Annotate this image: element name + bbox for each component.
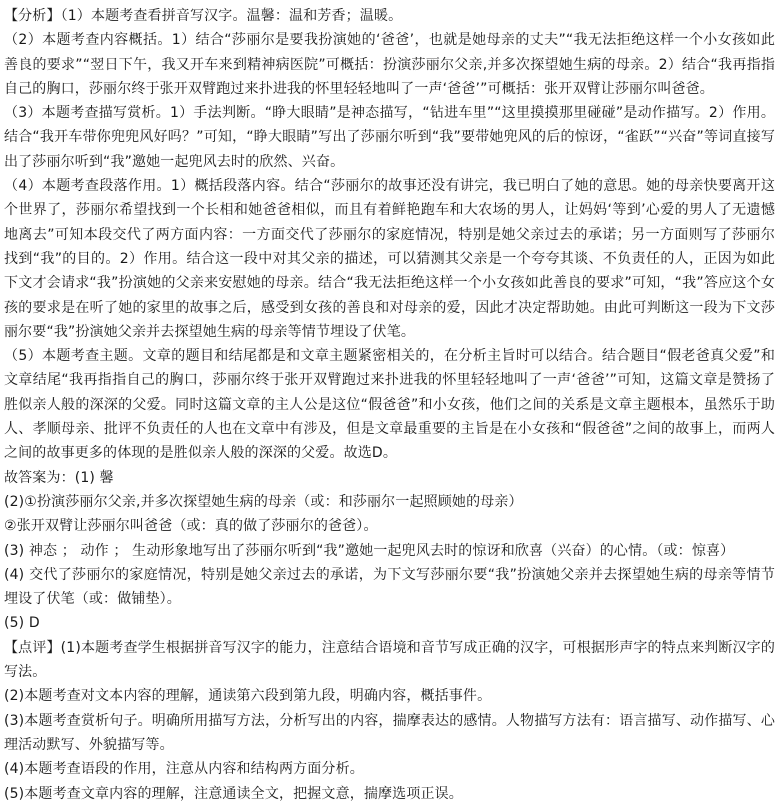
answer-part-2a: (2)①扮演莎丽尔父亲,并多次探望她生病的母亲（或：和莎丽尔一起照顾她的母亲）: [4, 493, 523, 510]
analysis-part-4-paragraph: （4）本题考查段落作用。1）概括段落内容。结合“莎丽尔的故事还没有讲完，我已明白了她的意思。她的母亲快要离开这个世界了，莎丽尔希望找到一个长相和她爸爸相似，而且有着鲜艳跑车和大农场的男人，让妈妈‘等到’心爱的男人了无遗憾地离去”可知本段交代了两方面内容：一方面交代了莎丽尔的家庭情况，特别是她父亲过去的承诺；另一方面则写了莎丽尔找到“我”的目的。2）作用。结合这一段中对其父亲的描述，可以猜测其父亲是一个夸夸其谈、不负责任的人，正因为如此下文才会请求“我”扮演她的父亲来安慰她的母亲。结合“我无法拒绝这样一个小女孩如此善良的要求”可知，“我”答应这个女孩的要求是在听了她的家里的故事之后，感受到女孩的善良和对母亲的爱，因此才决定帮助她。由此可判断这一段为下文莎丽尔要“我”扮演她父亲并去探望她生病的母亲等情节埋设了伏笔。: [4, 178, 775, 340]
answer-part-5: (5) D: [4, 615, 40, 632]
analysis-part-3-paragraph: （3）本题考查描写赏析。1）手法判断。“睁大眼睛”是神态描写，“钻进车里”“这里摸摸那里碰碰”是动作描写。2）作用。结合“我开车带你兜兜风好吗？”可知，“睁大眼睛”写出了莎丽尔听到“我”要带她兜风的后的惊讶，“雀跃”“兴奋”等词直接写出了莎丽尔听到“我”邀她一起兜风去时的欣然、兴奋。: [4, 105, 775, 170]
answer-part-1: 故答案为：(1) 馨: [4, 469, 114, 486]
analysis-part-5-paragraph: （5）本题考查主题。文章的题目和结尾都是和文章主题紧密相关的，在分析主旨时可以结合。结合题目“假老爸真父爱”和文章结尾“我再指指自己的胸口，莎丽尔终于张开双臂跑过来扑进我的怀里轻轻地叫了一声‘爸爸’”可知，这篇文章是赞扬了胜似亲人般的深深的父爱。同时这篇文章的主人公是这位“假爸爸”和小女孩，他们之间的关系是文章主题根本，虽然乐于助人、孝顺母亲、批评不负责任的人也在文章中有涉及，但是文章最重要的主旨是在小女孩和“假爸爸”之间的故事上，而两人之间的故事更多的体现的是胜似亲人般的深深的父爱。故选D。: [4, 348, 775, 462]
comment-part-5: (5)本题考查文章内容的理解，注意通读全文，把握文意，揣摩选项正误。: [4, 785, 463, 802]
answer-part-2b: ②张开双臂让莎丽尔叫爸爸（或：真的做了莎丽尔的爸爸）。: [4, 518, 378, 535]
answer-part-3: (3) 神态 ； 动作 ； 生动形象地写出了莎丽尔听到“我”邀她一起兜风去时的惊讶和欣喜（兴奋）的心情。（或：惊喜）: [4, 542, 735, 559]
analysis-heading-paragraph: 【分析】（1）本题考查看拼音写汉字。温馨：温和芳香；温暖。: [4, 8, 403, 24]
analysis-part-2-paragraph: （2）本题考查内容概括。1）结合“莎丽尔是要我扮演她的‘爸爸’，也就是她母亲的丈夫”“我无法拒绝这样一个小女孩如此善良的要求”“翌日下午，我又开车来到精神病医院”可概括：扮演莎丽尔父亲,并多次探望她生病的母亲。2）结合“我再指指自己的胸口，莎丽尔终于张开双臂跑过来扑进我的怀里轻轻地叫了一声‘爸爸’”可概括：张开双臂让莎丽尔叫爸爸。: [4, 32, 775, 97]
answer-part-4: (4) 交代了莎丽尔的家庭情况，特别是她父亲过去的承诺，为下文写莎丽尔要“我”扮演她父亲并去探望她生病的母亲等情节埋设了伏笔（或：做铺垫）。: [4, 566, 775, 608]
comment-part-2: (2)本题考查对文本内容的理解，通读第六段到第九段，明确内容，概括事件。: [4, 688, 492, 705]
comment-part-3: (3)本题考查赏析句子。明确所用描写方法，分析写出的内容，揣摩表达的感情。人物描写方法有：语言描写、动作描写、心理活动默写、外貌描写等。: [4, 712, 775, 753]
comment-part-4: (4)本题考查语段的作用，注意从内容和结构两方面分析。: [4, 761, 364, 778]
comment-part-1: 【点评】(1)本题考查学生根据拼音写汉字的能力，注意结合语境和音节写成正确的汉字，可根据形声字的特点来判断汉字的写法。: [4, 639, 775, 681]
